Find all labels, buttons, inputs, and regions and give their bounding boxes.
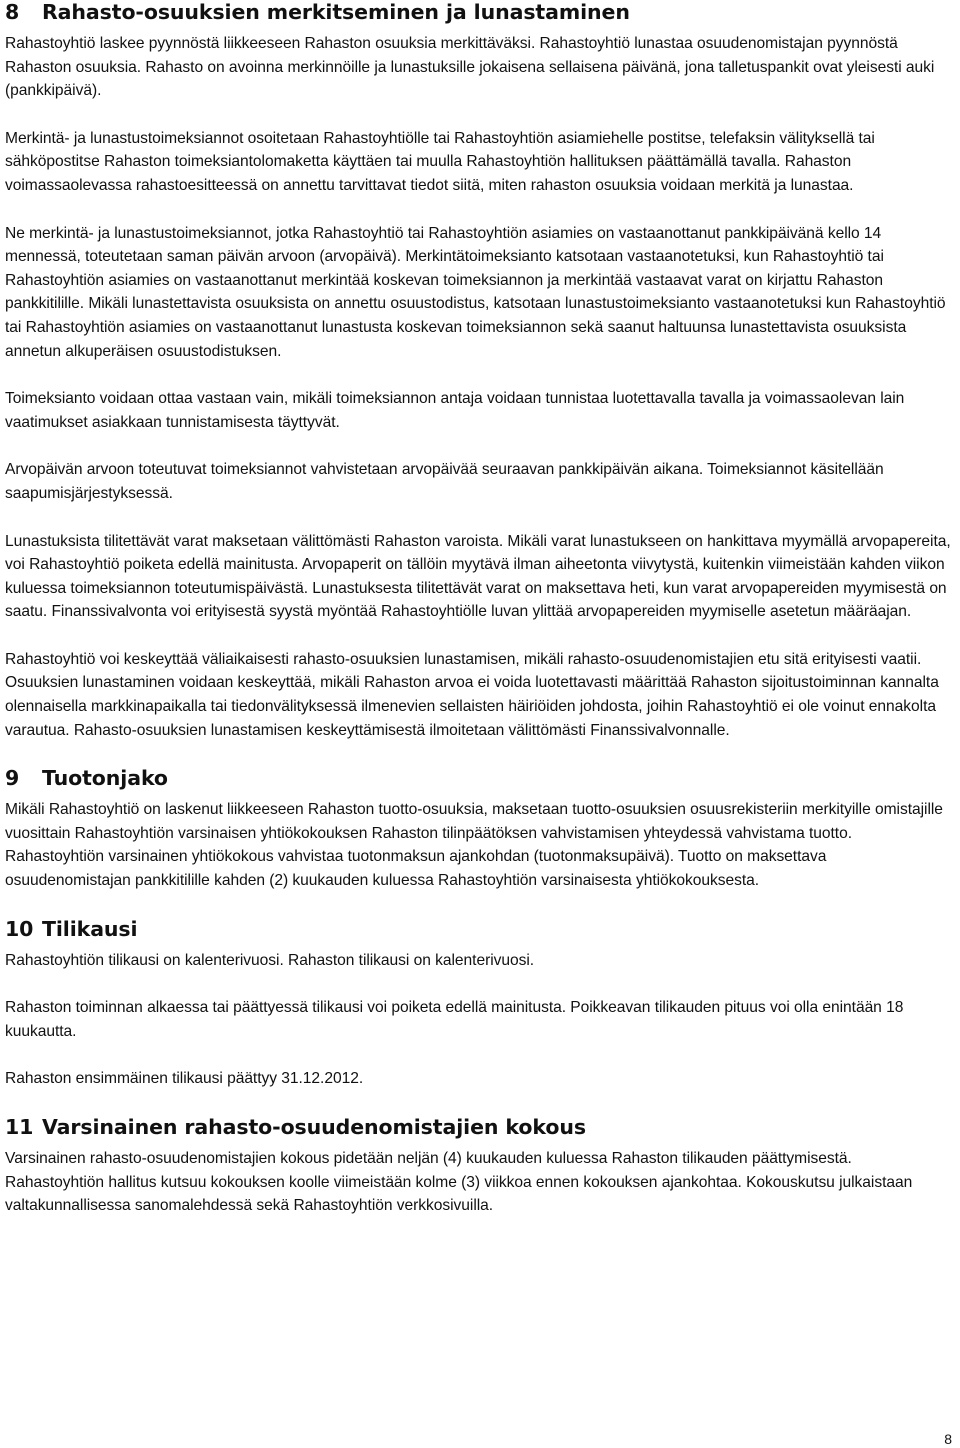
document-page xyxy=(5,0,955,1242)
paragraph: Rahastoyhtiön tilikausi on kalenterivuosi. Rahaston tilikausi on kalenterivuosi. xyxy=(5,951,535,969)
paragraph: Rahaston toiminnan alkaessa tai päättyessä tilikausi voi poiketa edellä mainitusta. Poikkeavan tilikauden pituus voi olla enintään 18 kuukautta. xyxy=(5,999,904,1040)
section-10 xyxy=(5,917,955,1091)
section-9 xyxy=(5,766,955,892)
section-title: Tuotonjako xyxy=(42,766,168,791)
paragraph: Ne merkintä- ja lunastustoimeksiannot, jotka Rahastoyhtiö tai Rahastoyhtiön asiamies on vastaanottanut pankkipäivänä kello 14 mennessä, toteutetaan saman päivän arvoon (arvopäivä). Merkintätoimeksianto katsotaan vastaanotetuksi, kun Rahastoyhtiö tai Rahastoyhtiön asiamies on vastaanottanut merkintää koskevan toimeksiannon ja merkintää vastaavat varat on kirjattu Rahaston pankkitilille. Mikäli lunastettavista osuuksista on annettu osuustodistus, katsotaan lunastustoimeksianto vastaanotetuksi kun Rahastoyhtiö tai Rahastoyhtiön asiamies on vastaanottanut lunastusta koskevan toimeksiannon sekä saanut haltuunsa lunastettavista osuuksista annetun alkuperäisen osuustodistuksen. xyxy=(5,224,946,360)
section-number: 10 xyxy=(5,916,34,941)
paragraph: Lunastuksista tilitettävät varat maksetaan välittömästi Rahaston varoista. Mikäli varat lunastukseen on hankittava myymällä arvopapereita, voi Rahastoyhtiö poiketa edellä mainitusta. Arvopaperit on tällöin myytävä ilman aiheetonta viivytystä, kuitenkin viimeistään kahden viikon kuluessa toimeksiannon toteutumispäivästä. Lunastuksesta tilitettävät varat on maksettava heti, kun varat arvopapereiden myymisestä on saatu. Finanssivalvonta voi erityisestä syystä myöntää Rahastoyhtiölle luvan ylittää arvopapereiden myymiselle asetetun määräajan. xyxy=(5,532,951,621)
paragraph: Merkintä- ja lunastustoimeksiannot osoitetaan Rahastoyhtiölle tai Rahastoyhtiön asiamiehelle postitse, telefaksin välityksellä tai sähköpostitse Rahaston toimeksiantolomaketta käyttäen tai muulla Rahastoyhtiön hallituksen päättämällä tavalla. Rahaston voimassaolevassa rahastoesitteessä on annettu tarvittavat tiedot siitä, miten rahaston osuuksia voidaan merkitä ja lunastaa. xyxy=(5,129,875,194)
paragraph: Rahaston ensimmäinen tilikausi päättyy 31.12.2012. xyxy=(5,1070,364,1088)
section-title: Varsinainen rahasto-osuudenomistajien kokous xyxy=(42,1115,586,1139)
section-heading xyxy=(5,0,955,24)
section-11 xyxy=(5,1115,955,1218)
section-title: Tilikausi xyxy=(42,916,138,941)
section-number: 11 xyxy=(5,1115,34,1139)
section-8 xyxy=(5,0,955,742)
paragraph: Arvopäivän arvoon toteutuvat toimeksiannot vahvistetaan arvopäivää seuraavan pankkipäivän aikana. Toimeksiannot käsitellään saapumisjärjestyksessä. xyxy=(5,461,884,502)
section-title: Rahasto-osuuksien merkitseminen ja lunastaminen xyxy=(42,0,630,24)
paragraph: Rahastoyhtiö laskee pyynnöstä liikkeeseen Rahaston osuuksia merkittäväksi. Rahastoyhtiö lunastaa osuudenomistajan pyynnöstä Rahaston osuuksia. Rahasto on avoinna merkinnöille ja lunastuksille jokaisena sellaisena päivänä, jona talletuspankit ovat yleisesti auki (pankkipäivä). xyxy=(5,35,935,100)
paragraph: Mikäli Rahastoyhtiö on laskenut liikkeeseen Rahaston tuotto-osuuksia, maksetaan tuotto-osuuksien osuusrekisteriin merkityille omistajille vuosittain Rahastoyhtiön varsinaisen yhtiökokouksen Rahaston tilinpäätöksen vahvistamisen yhteydessä vahvistama tuotto. Rahastoyhtiön varsinainen yhtiökokous vahvistaa tuotonmaksun ajankohdan (tuotonmaksupäivä). Tuotto on maksettava osuudenomistajan pankkitilille kahden (2) kuukauden kuluessa Rahastoyhtiön varsinaisesta yhtiökokouksesta. xyxy=(5,801,943,890)
paragraph: Toimeksianto voidaan ottaa vastaan vain, mikäli toimeksiannon antaja voidaan tunnistaa luotettavalla tavalla ja voimassaolevan lain vaatimukset asiakkaan tunnistamisesta täyttyvät. xyxy=(5,390,905,431)
paragraph: Rahastoyhtiö voi keskeyttää väliaikaisesti rahasto-osuuksien lunastamisen, mikäli rahasto-osuudenomistajien etu sitä erityisesti vaatii. Osuuksien lunastaminen voidaan keskeyttää, mikäli Rahaston arvoa ei voida luotettavasti määrittää Rahaston sijoitustoiminnan kannalta olennaisella markkinapaikalla tai tiedonvälityksessä ilmenevien sellaisten häiriöiden johdosta, joihin Rahastoyhtiö ei ole voinut ennakolta varautua. Rahasto-osuuksien lunastamisen keskeyttämisestä ilmoitetaan välittömästi Finanssivalvonnalle. xyxy=(5,650,939,739)
page-number: 8 xyxy=(944,1431,952,1447)
section-heading xyxy=(5,1115,955,1139)
section-heading xyxy=(5,766,955,790)
section-number: 9 xyxy=(5,766,20,791)
paragraph: Varsinainen rahasto-osuudenomistajien kokous pidetään neljän (4) kuukauden kuluessa Rahaston tilikauden päättymisestä. Rahastoyhtiön hallitus kutsuu kokouksen koolle viimeistään kolme (3) viikkoa ennen kokouksen ajankohtaa. Kokouskutsu julkaistaan valtakunnallisessa sanomalehdessä sekä Rahastoyhtiön verkkosivuilla. xyxy=(5,1150,913,1215)
section-heading xyxy=(5,917,955,941)
section-number: 8 xyxy=(5,0,20,24)
